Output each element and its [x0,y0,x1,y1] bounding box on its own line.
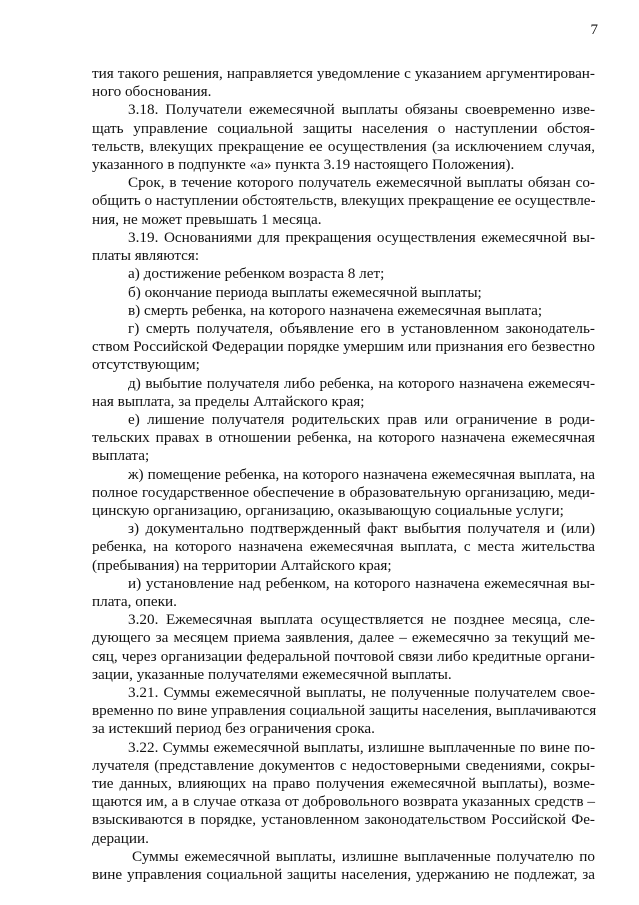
text-line: сяц, через организации федеральной почтовой связи либо кредитные органи- [92,647,595,665]
text-line: ного обоснования. [92,83,212,101]
text-line: указанного в подпункте «а» пункта 3.19 настоящего Положения). [92,156,515,173]
text-line: 3.18. Получатели ежемесячной выплаты обязаны своевременно изве- [128,101,595,119]
text-line: полное государственное обеспечение в образовательную организацию, меди- [92,483,595,501]
list-item: е) лишение получателя родительских прав или ограничение в роди- [128,410,595,428]
text-line: 3.21. Суммы ежемесячной выплаты, не полученные получателем свое- [128,684,595,701]
list-item: б) окончание периода выплаты ежемесячной выплаты; [128,283,482,301]
list-item: г) смерть получателя, объявление его в установленном законодатель- [128,319,595,337]
text-line: временно по вине управления социальной защиты населения, выплачиваются [92,702,597,720]
list-item: и) установление над ребенком, на которого назначена ежемесячная вы- [128,574,595,592]
text-line: дующего за месяцем приема заявления, далее – ежемесячно за текущий ме- [92,629,595,647]
text-line: щать управление социальной защиты населения о наступлении обстоя- [92,119,595,137]
text-line: 3.22. Суммы ежемесячной выплаты, излишне выплаченные по вине по- [128,738,595,756]
text-line: 3.19. Основаниями для прекращения осуществления ежемесячной вы- [128,228,595,246]
text-line: ния, не может превышать 1 месяца. [92,210,322,228]
text-line: ством Российской Федерации порядке умершим или признания его безвестно [92,338,595,356]
text-line: плата, опеки. [92,592,177,610]
text-line: взыскиваются в порядке, установленном законодательством Российской Фе- [92,811,595,829]
list-item: з) документально подтвержденный факт выбытия получателя и (или) [128,520,595,538]
text-line: ребенка, на которого назначена ежемесячная выплата, с места жительства [92,538,595,556]
text-line: Срок, в течение которого получатель ежемесячной выплаты обязан со- [128,174,595,192]
list-item: а) достижение ребенком возраста 8 лет; [128,265,385,283]
text-line: Суммы ежемесячной выплаты, излишне выплаченные получателю по [132,847,595,865]
text-line: лучателя (представление документов с недостоверными сведениями, сокры- [92,756,595,774]
text-line: цинскую организацию, организацию, оказывающую социальные услуги; [92,501,564,519]
list-item: в) смерть ребенка, на которого назначена ежемесячная выплата; [128,301,543,319]
text-line: тельских правах в отношении ребенка, на которого назначена ежемесячная [92,429,595,447]
text-line: выплата; [92,447,150,465]
text-line: тельств, влекущих прекращение ее осуществления (за исключением случая, [92,137,595,155]
text-line: тия такого решения, направляется уведомление с указанием аргументирован- [92,65,595,82]
text-line: щаются им, а в случае отказа от добровольного возврата указанных средств – [92,793,595,811]
text-line: ная выплата, за пределы Алтайского края; [92,392,365,410]
text-line: вине управления социальной защиты населения, удержанию не подлежат, за [92,866,595,883]
list-item: д) выбытие получателя либо ребенка, на которого назначена ежемесяч- [128,374,595,392]
text-line: зации, указанные получателями ежемесячной выплаты. [92,665,452,683]
text-line: тие данных, влияющих на право получения ежемесячной выплаты), возме- [92,775,595,792]
text-line: общить о наступлении обстоятельств, влекущих прекращение ее осуществле- [92,192,596,210]
page-number: 7 [590,22,598,38]
text-line: 3.20. Ежемесячная выплата осуществляется не позднее месяца, сле- [128,611,595,629]
text-line: дерации. [92,829,149,847]
text-line: платы являются: [92,247,200,264]
list-item: ж) помещение ребенка, на которого назначена ежемесячная выплата, на [128,465,595,483]
text-line: (пребывания) на территории Алтайского края; [92,556,392,574]
text-line: отсутствующим; [92,356,200,374]
text-line: за истекший период без ограничения срока. [92,720,375,738]
